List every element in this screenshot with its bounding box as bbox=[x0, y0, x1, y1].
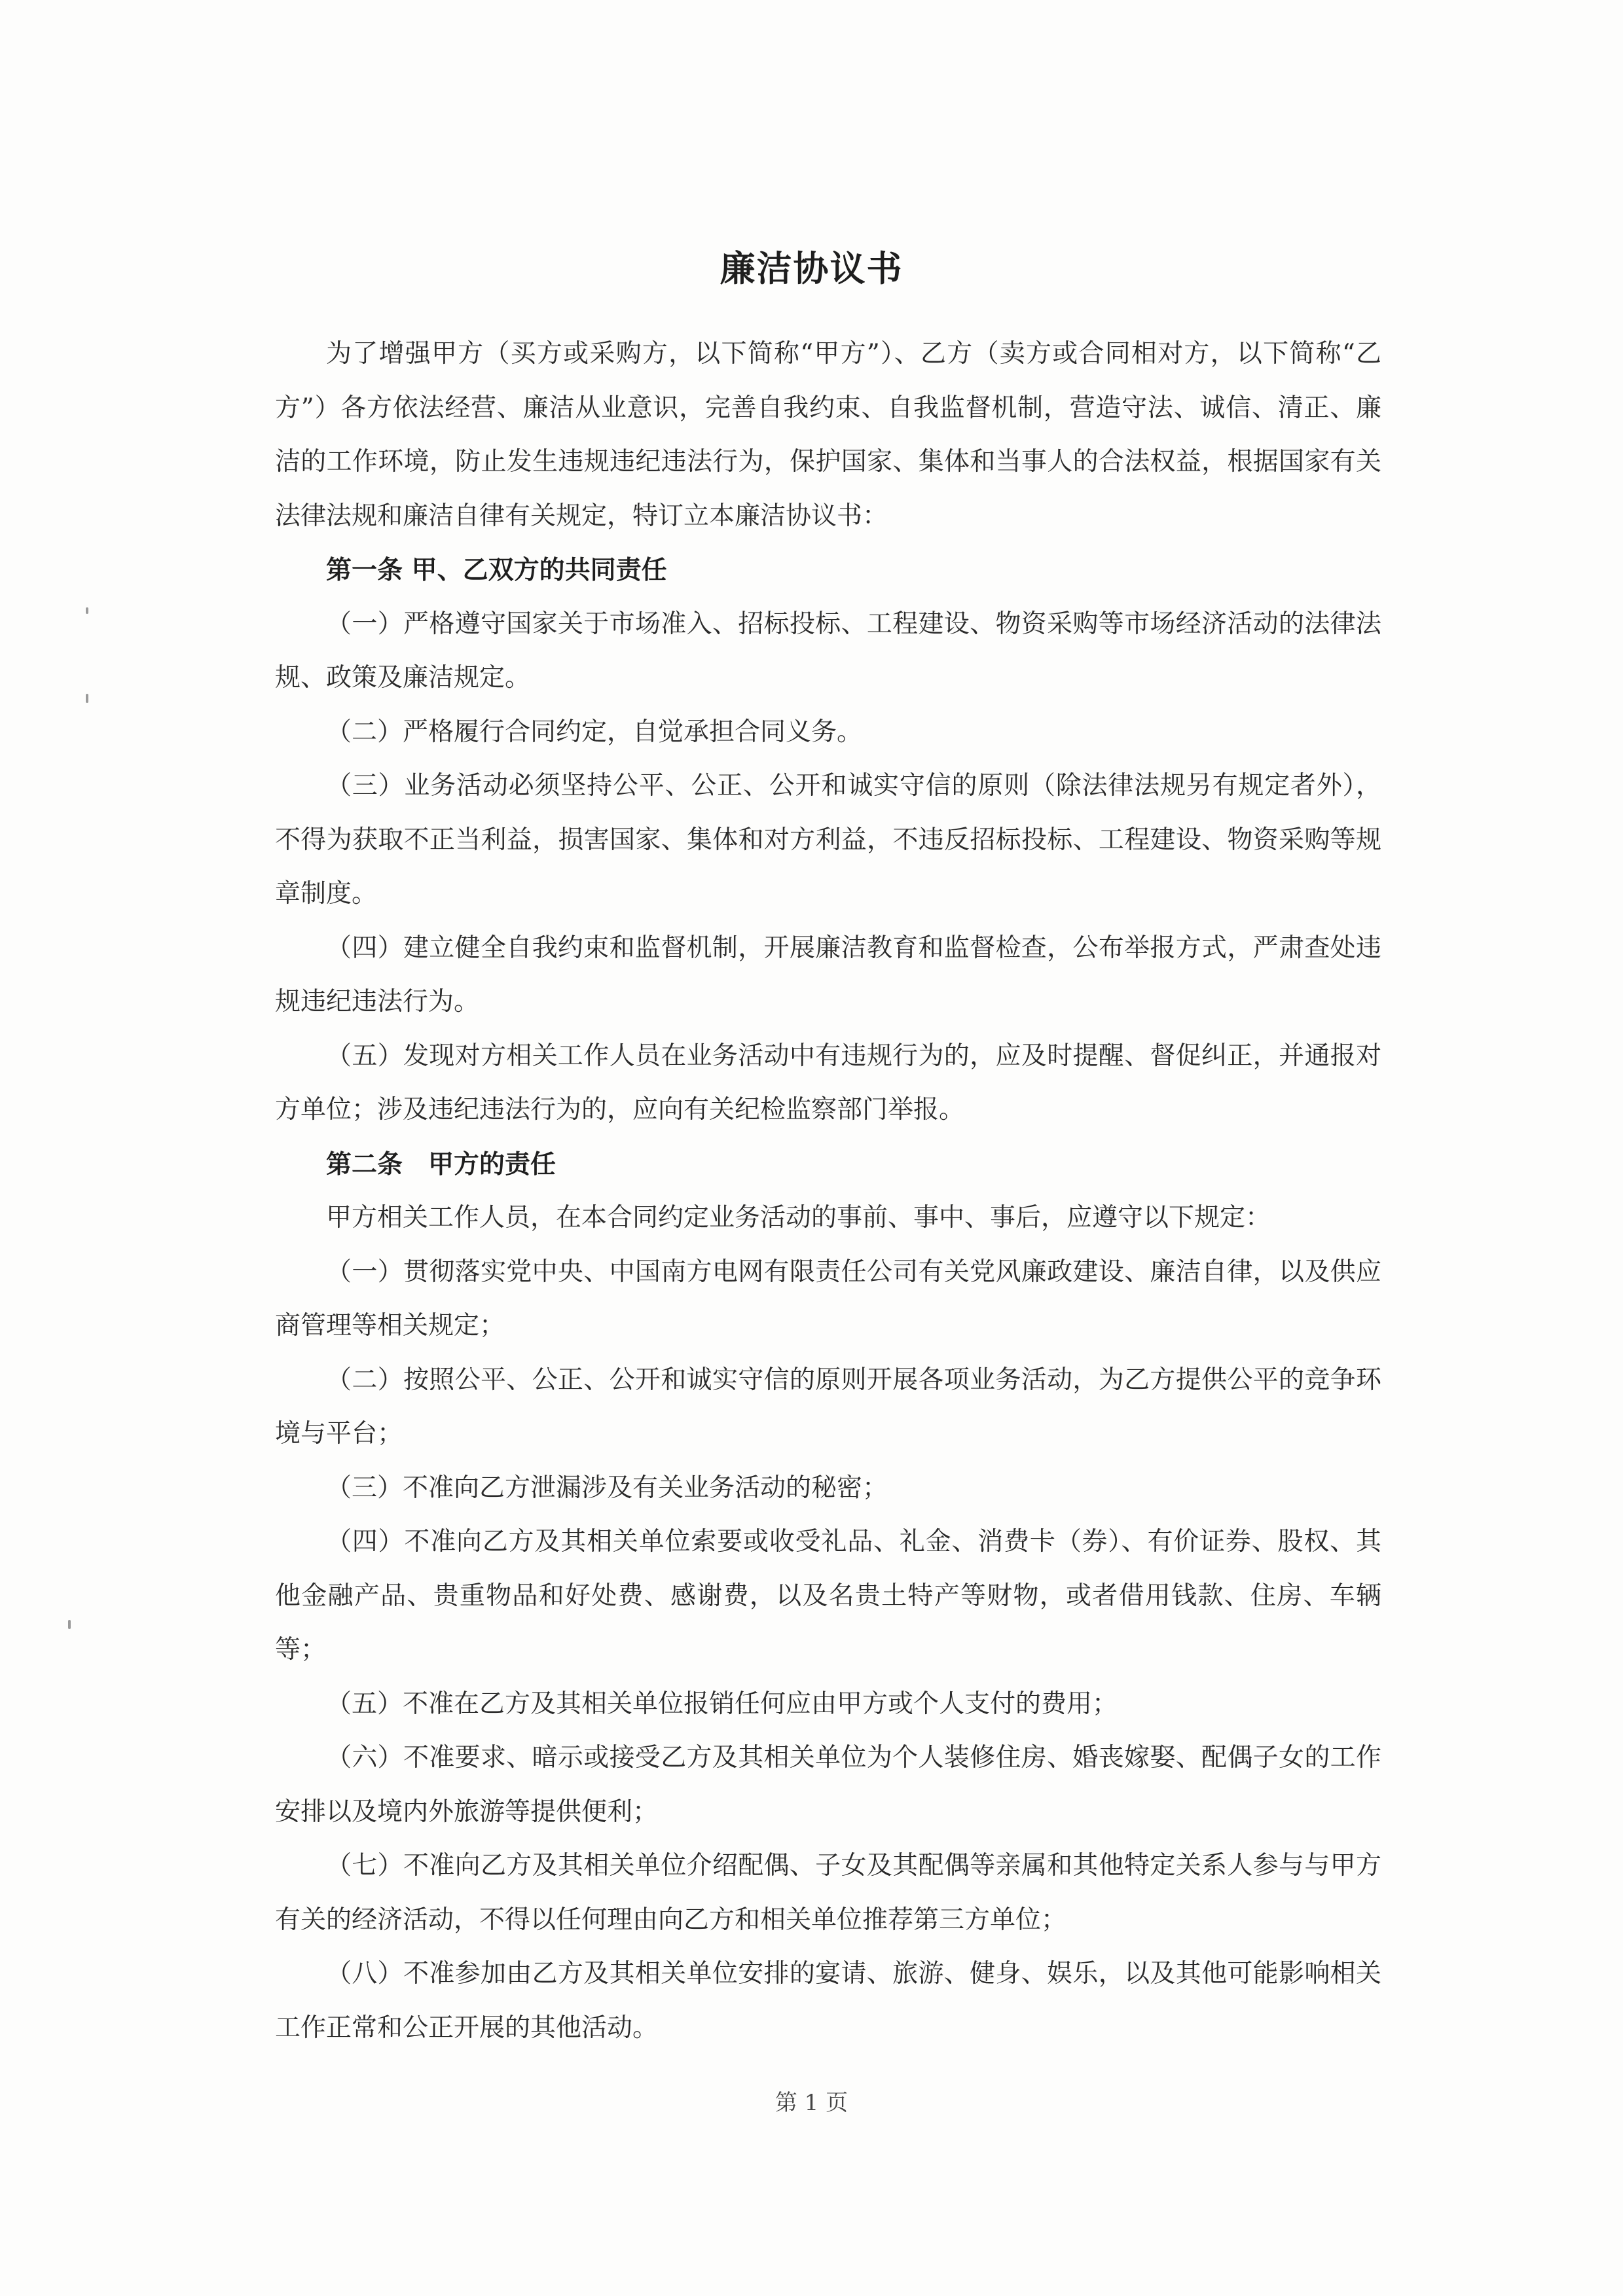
paragraph: （三）业务活动必须坚持公平、公正、公开和诚实守信的原则（除法律法规另有规定者外），不得为获取不正当利益，损害国家、集体和对方利益，不违反招标投标、工程建设、物资采购等规章制度。 bbox=[275, 771, 1381, 908]
paragraph: 为了增强甲方（买方或采购方，以下简称“甲方”）、乙方（卖方或合同相对方，以下简称“乙方”）各方依法经营、廉洁从业意识，完善自我约束、自我监督机制，营造守法、诚信、清正、廉洁的工作环境，防止发生违规违纪违法行为，保护国家、集体和当事人的合法权益，根据国家有关法律法规和廉洁自律有关规定，特订立本廉洁协议书： bbox=[275, 339, 1381, 531]
scan-mark bbox=[68, 1620, 71, 1629]
paragraph: （五）发现对方相关工作人员在业务活动中有违规行为的，应及时提醒、督促纠正，并通报对方单位；涉及违纪违法行为的，应向有关纪检监察部门举报。 bbox=[275, 1041, 1381, 1124]
paragraph: （五）不准在乙方及其相关单位报销任何应由甲方或个人支付的费用； bbox=[326, 1689, 1118, 1719]
section-heading: 第二条 甲方的责任 bbox=[326, 1149, 556, 1179]
paragraph: （一）严格遵守国家关于市场准入、招标投标、工程建设、物资采购等市场经济活动的法律法规、政策及廉洁规定。 bbox=[275, 609, 1381, 692]
paragraph: （七）不准向乙方及其相关单位介绍配偶、子女及其配偶等亲属和其他特定关系人参与与甲方有关的经济活动，不得以任何理由向乙方和相关单位推荐第三方单位； bbox=[275, 1851, 1381, 1935]
section-heading: 第一条 甲、乙双方的共同责任 bbox=[326, 555, 667, 585]
paragraph: （二）按照公平、公正、公开和诚实守信的原则开展各项业务活动，为乙方提供公平的竞争环境与平台； bbox=[275, 1365, 1381, 1448]
paragraph: （八）不准参加由乙方及其相关单位安排的宴请、旅游、健身、娱乐，以及其他可能影响相关工作正常和公正开展的其他活动。 bbox=[275, 1959, 1381, 2043]
document-title: 廉洁协议书 bbox=[720, 247, 903, 289]
paragraph: 甲方相关工作人员，在本合同约定业务活动的事前、事中、事后，应遵守以下规定： bbox=[326, 1203, 1271, 1232]
scan-mark bbox=[86, 694, 88, 703]
paragraph: （六）不准要求、暗示或接受乙方及其相关单位为个人装修住房、婚丧嫁娶、配偶子女的工作安排以及境内外旅游等提供便利； bbox=[275, 1743, 1381, 1827]
paragraph: （四）不准向乙方及其相关单位索要或收受礼品、礼金、消费卡（券）、有价证券、股权、其他金融产品、贵重物品和好处费、感谢费，以及名贵土特产等财物，或者借用钱款、住房、车辆等； bbox=[275, 1527, 1381, 1664]
paragraph: （一）贯彻落实党中央、中国南方电网有限责任公司有关党风廉政建设、廉洁自律，以及供应商管理等相关规定； bbox=[275, 1257, 1381, 1340]
paragraph: （四）建立健全自我约束和监督机制，开展廉洁教育和监督检查，公布举报方式，严肃查处违规违纪违法行为。 bbox=[275, 933, 1381, 1016]
scan-mark bbox=[86, 607, 88, 614]
paragraph: （二）严格履行合同约定，自觉承担合同义务。 bbox=[326, 717, 863, 747]
page-number: 第 1 页 bbox=[775, 2090, 848, 2116]
document-body bbox=[275, 327, 1381, 2055]
paragraph: （三）不准向乙方泄漏涉及有关业务活动的秘密； bbox=[326, 1473, 888, 1503]
